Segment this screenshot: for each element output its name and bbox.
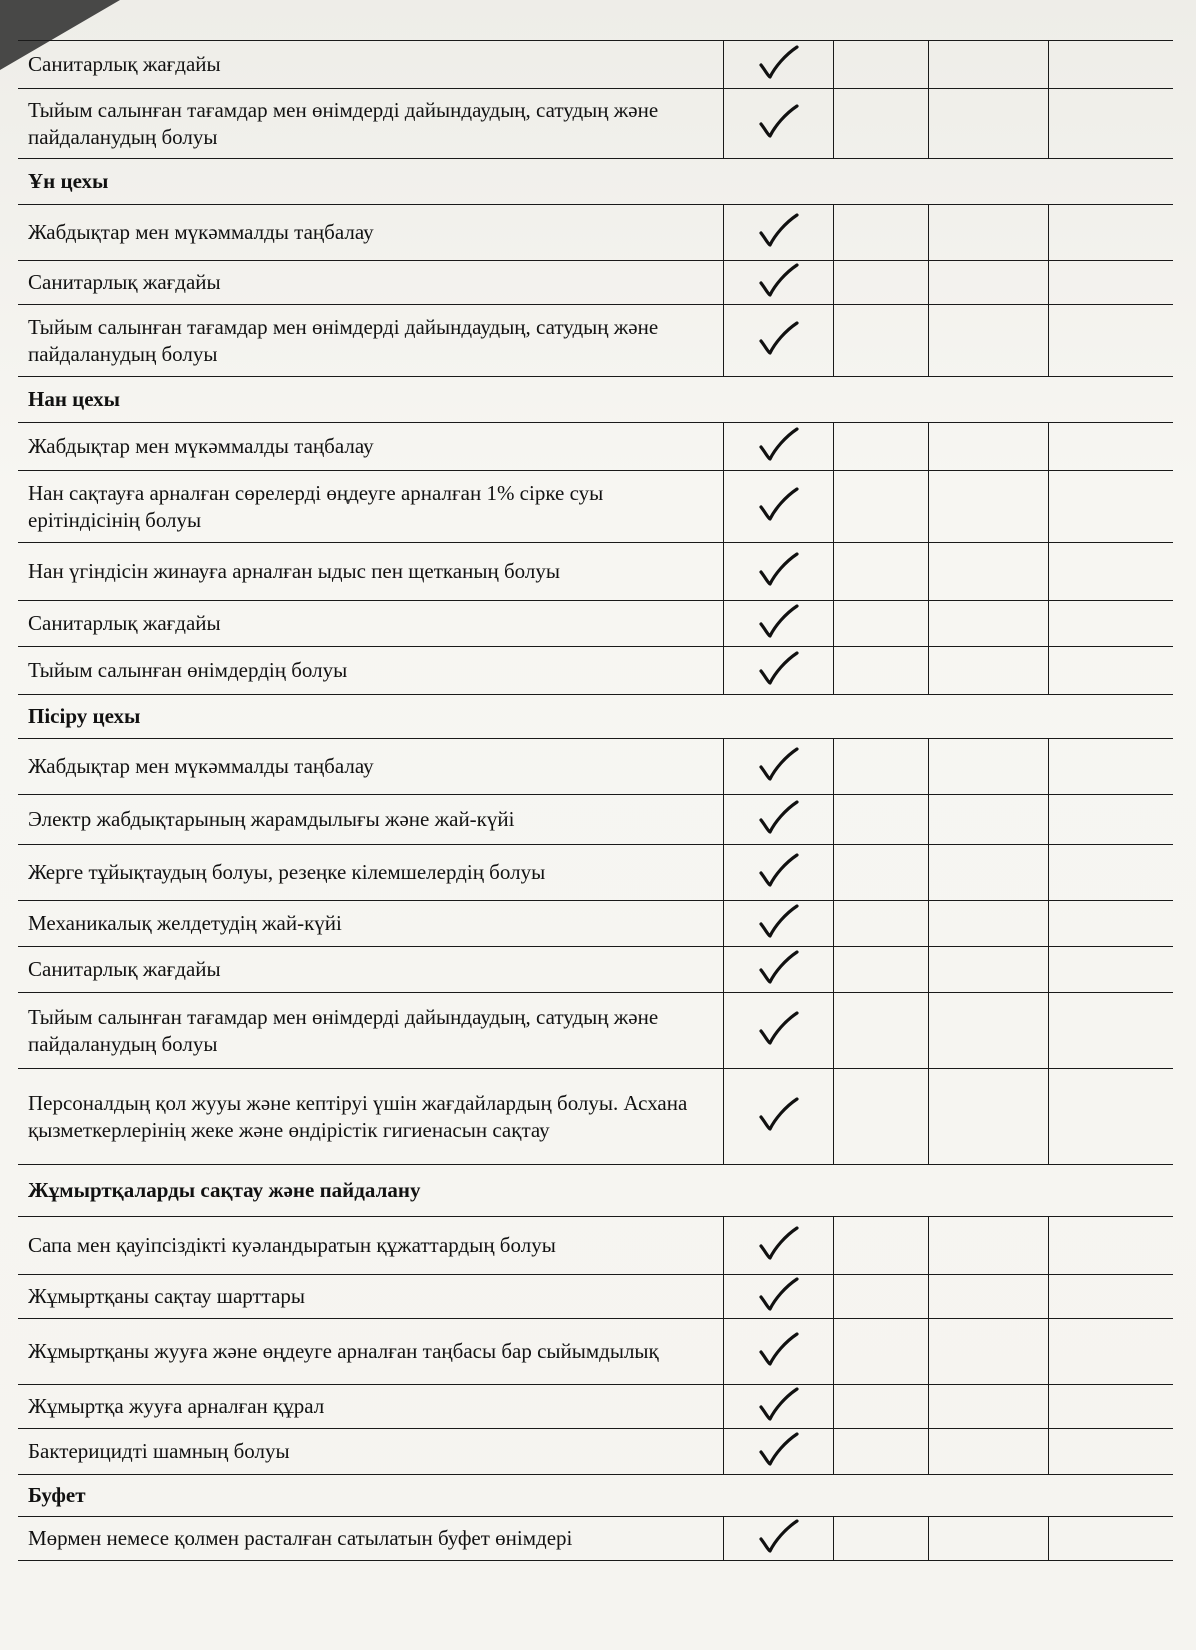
yes-cell[interactable] bbox=[723, 601, 833, 647]
not-applicable-cell[interactable] bbox=[928, 41, 1048, 89]
no-cell[interactable] bbox=[833, 1217, 928, 1275]
not-applicable-cell[interactable] bbox=[928, 795, 1048, 845]
yes-cell[interactable] bbox=[723, 795, 833, 845]
requirement-text: Жабдықтар мен мүкәммалды таңбалау bbox=[18, 739, 723, 795]
checklist-row bbox=[18, 261, 1173, 305]
yes-cell[interactable] bbox=[723, 89, 833, 159]
yes-cell[interactable] bbox=[723, 1517, 833, 1561]
not-applicable-cell[interactable] bbox=[928, 205, 1048, 261]
not-applicable-cell[interactable] bbox=[928, 901, 1048, 947]
checklist-row bbox=[18, 423, 1173, 471]
note-cell[interactable] bbox=[1048, 601, 1173, 647]
yes-cell[interactable] bbox=[723, 205, 833, 261]
section-header-row bbox=[18, 1165, 1173, 1217]
checklist-row bbox=[18, 647, 1173, 695]
yes-cell[interactable] bbox=[723, 647, 833, 695]
note-cell[interactable] bbox=[1048, 471, 1173, 543]
handwritten-checkmark-icon bbox=[755, 1095, 801, 1133]
checklist-row bbox=[18, 1517, 1173, 1561]
no-cell[interactable] bbox=[833, 947, 928, 993]
no-cell[interactable] bbox=[833, 41, 928, 89]
checklist-row bbox=[18, 305, 1173, 377]
yes-cell[interactable] bbox=[723, 261, 833, 305]
handwritten-checkmark-icon bbox=[755, 948, 801, 986]
requirement-text: Тыйым салынған өнімдердің болуы bbox=[18, 647, 723, 695]
checklist-row bbox=[18, 795, 1173, 845]
requirement-text: Санитарлық жағдайы bbox=[18, 41, 723, 89]
note-cell[interactable] bbox=[1048, 305, 1173, 377]
requirement-text: Жұмыртқаны жууға және өңдеуге арналған таңбасы бар сыйымдылық bbox=[18, 1319, 723, 1385]
no-cell[interactable] bbox=[833, 739, 928, 795]
handwritten-checkmark-icon bbox=[755, 43, 801, 81]
note-cell[interactable] bbox=[1048, 261, 1173, 305]
not-applicable-cell[interactable] bbox=[928, 1319, 1048, 1385]
handwritten-checkmark-icon bbox=[755, 1517, 801, 1555]
requirement-text: Санитарлық жағдайы bbox=[18, 947, 723, 993]
yes-cell[interactable] bbox=[723, 471, 833, 543]
checklist-row bbox=[18, 471, 1173, 543]
requirement-text: Жабдықтар мен мүкәммалды таңбалау bbox=[18, 423, 723, 471]
note-cell[interactable] bbox=[1048, 647, 1173, 695]
section-title: Пісіру цехы bbox=[18, 695, 1173, 739]
handwritten-checkmark-icon bbox=[755, 1224, 801, 1262]
handwritten-checkmark-icon bbox=[755, 798, 801, 836]
yes-cell[interactable] bbox=[723, 1275, 833, 1319]
handwritten-checkmark-icon bbox=[755, 1275, 801, 1313]
requirement-text: Санитарлық жағдайы bbox=[18, 601, 723, 647]
note-cell[interactable] bbox=[1048, 1275, 1173, 1319]
yes-cell[interactable] bbox=[723, 739, 833, 795]
no-cell[interactable] bbox=[833, 423, 928, 471]
section-header-row bbox=[18, 377, 1173, 423]
note-cell[interactable] bbox=[1048, 947, 1173, 993]
not-applicable-cell[interactable] bbox=[928, 947, 1048, 993]
requirement-text: Нан сақтауға арналған сөрелерді өңдеуге арналған 1% сірке суы ерітіндісінің болуы bbox=[18, 471, 723, 543]
handwritten-checkmark-icon bbox=[755, 211, 801, 249]
handwritten-checkmark-icon bbox=[755, 485, 801, 523]
requirement-text: Электр жабдықтарының жарамдылығы және жай-күйі bbox=[18, 795, 723, 845]
handwritten-checkmark-icon bbox=[755, 550, 801, 588]
checklist-row bbox=[18, 1319, 1173, 1385]
no-cell[interactable] bbox=[833, 845, 928, 901]
section-header-row bbox=[18, 159, 1173, 205]
no-cell[interactable] bbox=[833, 1319, 928, 1385]
requirement-text: Тыйым салынған тағамдар мен өнімдерді дайындаудың, сатудың және пайдаланудың болуы bbox=[18, 89, 723, 159]
section-title: Нан цехы bbox=[18, 377, 1173, 423]
checklist-row bbox=[18, 845, 1173, 901]
note-cell[interactable] bbox=[1048, 205, 1173, 261]
yes-cell[interactable] bbox=[723, 1429, 833, 1475]
requirement-text: Бактерицидті шамның болуы bbox=[18, 1429, 723, 1475]
checklist-row bbox=[18, 41, 1173, 89]
not-applicable-cell[interactable] bbox=[928, 1429, 1048, 1475]
yes-cell[interactable] bbox=[723, 41, 833, 89]
yes-cell[interactable] bbox=[723, 947, 833, 993]
handwritten-checkmark-icon bbox=[755, 851, 801, 889]
note-cell[interactable] bbox=[1048, 901, 1173, 947]
yes-cell[interactable] bbox=[723, 1319, 833, 1385]
handwritten-checkmark-icon bbox=[755, 602, 801, 640]
checklist-row bbox=[18, 89, 1173, 159]
not-applicable-cell[interactable] bbox=[928, 647, 1048, 695]
checklist-row bbox=[18, 601, 1173, 647]
no-cell[interactable] bbox=[833, 601, 928, 647]
note-cell[interactable] bbox=[1048, 1319, 1173, 1385]
no-cell[interactable] bbox=[833, 1429, 928, 1475]
not-applicable-cell[interactable] bbox=[928, 305, 1048, 377]
checklist-row bbox=[18, 543, 1173, 601]
checklist-row bbox=[18, 739, 1173, 795]
note-cell[interactable] bbox=[1048, 1517, 1173, 1561]
section-title: Буфет bbox=[18, 1475, 1173, 1517]
requirement-text: Жұмыртқаны сақтау шарттары bbox=[18, 1275, 723, 1319]
no-cell[interactable] bbox=[833, 1385, 928, 1429]
not-applicable-cell[interactable] bbox=[928, 993, 1048, 1069]
note-cell[interactable] bbox=[1048, 543, 1173, 601]
handwritten-checkmark-icon bbox=[755, 1430, 801, 1468]
no-cell[interactable] bbox=[833, 261, 928, 305]
checklist-row bbox=[18, 1429, 1173, 1475]
handwritten-checkmark-icon bbox=[755, 319, 801, 357]
requirement-text: Жерге тұйықтаудың болуы, резеңке кілемшелердің болуы bbox=[18, 845, 723, 901]
not-applicable-cell[interactable] bbox=[928, 601, 1048, 647]
yes-cell[interactable] bbox=[723, 305, 833, 377]
note-cell[interactable] bbox=[1048, 1069, 1173, 1165]
note-cell[interactable] bbox=[1048, 89, 1173, 159]
no-cell[interactable] bbox=[833, 1069, 928, 1165]
requirement-text: Жұмыртқа жууға арналған құрал bbox=[18, 1385, 723, 1429]
checklist-row bbox=[18, 1217, 1173, 1275]
section-header-row bbox=[18, 695, 1173, 739]
yes-cell[interactable] bbox=[723, 1069, 833, 1165]
not-applicable-cell[interactable] bbox=[928, 89, 1048, 159]
note-cell[interactable] bbox=[1048, 1385, 1173, 1429]
yes-cell[interactable] bbox=[723, 845, 833, 901]
note-cell[interactable] bbox=[1048, 1429, 1173, 1475]
not-applicable-cell[interactable] bbox=[928, 1517, 1048, 1561]
checklist-row bbox=[18, 901, 1173, 947]
not-applicable-cell[interactable] bbox=[928, 845, 1048, 901]
requirement-text: Сапа мен қауіпсіздікті куәландыратын құжаттардың болуы bbox=[18, 1217, 723, 1275]
not-applicable-cell[interactable] bbox=[928, 423, 1048, 471]
no-cell[interactable] bbox=[833, 543, 928, 601]
yes-cell[interactable] bbox=[723, 1385, 833, 1429]
yes-cell[interactable] bbox=[723, 423, 833, 471]
requirement-text: Мөрмен немесе қолмен расталған сатылатын буфет өнімдері bbox=[18, 1517, 723, 1561]
checklist-row bbox=[18, 1275, 1173, 1319]
note-cell[interactable] bbox=[1048, 41, 1173, 89]
no-cell[interactable] bbox=[833, 471, 928, 543]
handwritten-checkmark-icon bbox=[755, 745, 801, 783]
not-applicable-cell[interactable] bbox=[928, 1385, 1048, 1429]
handwritten-checkmark-icon bbox=[755, 1330, 801, 1368]
checklist-row bbox=[18, 993, 1173, 1069]
handwritten-checkmark-icon bbox=[755, 902, 801, 940]
handwritten-checkmark-icon bbox=[755, 649, 801, 687]
no-cell[interactable] bbox=[833, 993, 928, 1069]
no-cell[interactable] bbox=[833, 1275, 928, 1319]
requirement-text: Персоналдың қол жууы және кептіруі үшін жағдайлардың болуы. Асхана қызметкерлерінің жеке және өндірістік гигиенасын сақтау bbox=[18, 1069, 723, 1165]
no-cell[interactable] bbox=[833, 305, 928, 377]
note-cell[interactable] bbox=[1048, 993, 1173, 1069]
yes-cell[interactable] bbox=[723, 993, 833, 1069]
requirement-text: Нан үгіндісін жинауға арналған ыдыс пен щетканың болуы bbox=[18, 543, 723, 601]
note-cell[interactable] bbox=[1048, 845, 1173, 901]
yes-cell[interactable] bbox=[723, 901, 833, 947]
not-applicable-cell[interactable] bbox=[928, 261, 1048, 305]
no-cell[interactable] bbox=[833, 205, 928, 261]
handwritten-checkmark-icon bbox=[755, 1009, 801, 1047]
not-applicable-cell[interactable] bbox=[928, 1275, 1048, 1319]
handwritten-checkmark-icon bbox=[755, 261, 801, 299]
checklist-row bbox=[18, 205, 1173, 261]
no-cell[interactable] bbox=[833, 89, 928, 159]
note-cell[interactable] bbox=[1048, 1217, 1173, 1275]
not-applicable-cell[interactable] bbox=[928, 1069, 1048, 1165]
requirement-text: Тыйым салынған тағамдар мен өнімдерді дайындаудың, сатудың және пайдаланудың болуы bbox=[18, 305, 723, 377]
section-title: Жұмыртқаларды сақтау және пайдалану bbox=[18, 1165, 1173, 1217]
no-cell[interactable] bbox=[833, 795, 928, 845]
no-cell[interactable] bbox=[833, 647, 928, 695]
requirement-text: Санитарлық жағдайы bbox=[18, 261, 723, 305]
note-cell[interactable] bbox=[1048, 423, 1173, 471]
checklist-table bbox=[18, 40, 1173, 1561]
handwritten-checkmark-icon bbox=[755, 1385, 801, 1423]
no-cell[interactable] bbox=[833, 901, 928, 947]
section-title: Ұн цехы bbox=[18, 159, 1173, 205]
section-header-row bbox=[18, 1475, 1173, 1517]
note-cell[interactable] bbox=[1048, 795, 1173, 845]
note-cell[interactable] bbox=[1048, 739, 1173, 795]
not-applicable-cell[interactable] bbox=[928, 471, 1048, 543]
not-applicable-cell[interactable] bbox=[928, 543, 1048, 601]
checklist-row bbox=[18, 1385, 1173, 1429]
requirement-text: Механикалық желдетудің жай-күйі bbox=[18, 901, 723, 947]
handwritten-checkmark-icon bbox=[755, 425, 801, 463]
not-applicable-cell[interactable] bbox=[928, 1217, 1048, 1275]
checklist-row bbox=[18, 947, 1173, 993]
requirement-text: Жабдықтар мен мүкәммалды таңбалау bbox=[18, 205, 723, 261]
yes-cell[interactable] bbox=[723, 543, 833, 601]
no-cell[interactable] bbox=[833, 1517, 928, 1561]
checklist-row bbox=[18, 1069, 1173, 1165]
yes-cell[interactable] bbox=[723, 1217, 833, 1275]
not-applicable-cell[interactable] bbox=[928, 739, 1048, 795]
handwritten-checkmark-icon bbox=[755, 102, 801, 140]
requirement-text: Тыйым салынған тағамдар мен өнімдерді дайындаудың, сатудың және пайдаланудың болуы bbox=[18, 993, 723, 1069]
